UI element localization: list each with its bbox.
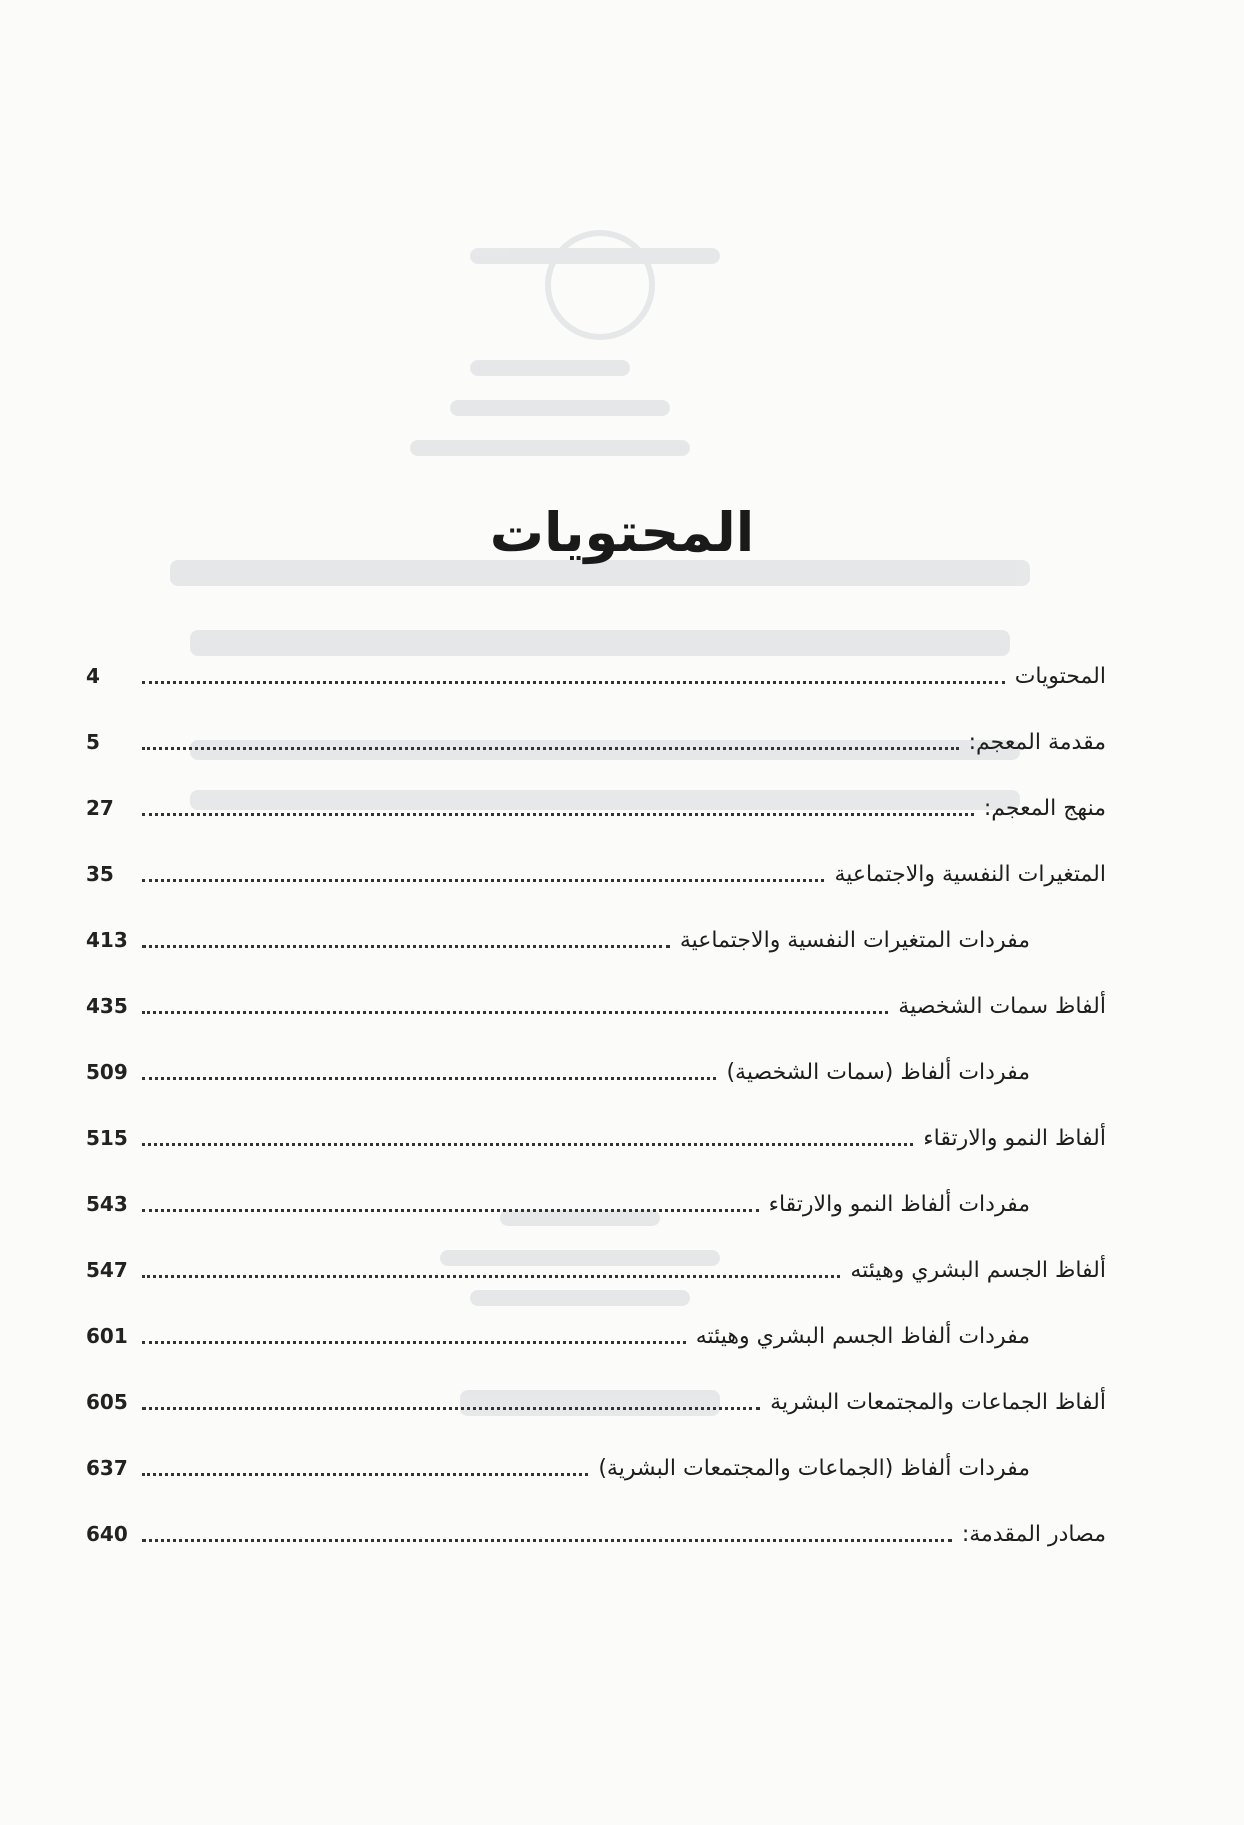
toc-entry-title: مفردات ألفاظ النمو والارتقاء (768, 1191, 1030, 1217)
toc-dot-leader (142, 1539, 952, 1542)
toc-page-number: 543 (86, 1192, 128, 1216)
toc-page-number: 5 (86, 730, 100, 754)
toc-entry (86, 1237, 1106, 1303)
toc-page-number: 413 (86, 928, 128, 952)
toc-entry (86, 973, 1106, 1039)
toc-entry-title: المحتويات (1014, 663, 1106, 689)
toc-entry-title: مفردات المتغيرات النفسية والاجتماعية (679, 927, 1030, 953)
toc-page-number: 515 (86, 1126, 128, 1150)
toc-page-number: 601 (86, 1324, 128, 1348)
toc-entry (86, 1039, 1106, 1105)
toc-dot-leader (142, 1407, 760, 1410)
bleed-line (470, 360, 630, 376)
toc-entry (86, 775, 1106, 841)
toc-entry-title: مصادر المقدمة: (961, 1521, 1106, 1547)
toc-page-number: 35 (86, 862, 114, 886)
toc-dot-leader (142, 813, 974, 816)
toc-entry-title: ألفاظ الجماعات والمجتمعات البشرية (770, 1389, 1106, 1415)
toc-page-number: 640 (86, 1522, 128, 1546)
bleed-line (410, 440, 690, 456)
toc-dot-leader (142, 1143, 913, 1146)
toc-dot-leader (142, 681, 1005, 684)
toc-dot-leader (142, 1341, 686, 1344)
toc-entry (86, 1171, 1106, 1237)
toc-entry-title: المتغيرات النفسية والاجتماعية (834, 861, 1106, 887)
toc-page-number: 4 (86, 664, 100, 688)
toc-entry (86, 709, 1106, 775)
toc-page-number: 509 (86, 1060, 128, 1084)
toc-entry (86, 643, 1106, 709)
toc-entry (86, 1435, 1106, 1501)
toc-entry (86, 907, 1106, 973)
page-title: المحتويات (489, 501, 755, 564)
toc-page-number: 637 (86, 1456, 128, 1480)
bleed-line (470, 248, 720, 264)
table-of-contents (86, 643, 1106, 1567)
toc-dot-leader (142, 1473, 588, 1476)
toc-entry-title: مفردات ألفاظ (الجماعات والمجتمعات البشرية) (598, 1455, 1030, 1481)
toc-entry (86, 1303, 1106, 1369)
toc-page-number: 605 (86, 1390, 128, 1414)
toc-entry-title: ألفاظ سمات الشخصية (898, 993, 1106, 1019)
toc-page-number: 547 (86, 1258, 128, 1282)
toc-entry-title: مفردات ألفاظ الجسم البشري وهيئته (695, 1323, 1030, 1349)
toc-dot-leader (142, 1011, 888, 1014)
toc-entry-title: ألفاظ النمو والارتقاء (923, 1125, 1106, 1151)
toc-entry-title: مقدمة المعجم: (968, 729, 1106, 755)
toc-dot-leader (142, 1209, 759, 1212)
toc-entry (86, 1501, 1106, 1567)
toc-dot-leader (142, 1077, 716, 1080)
toc-page-number: 27 (86, 796, 114, 820)
toc-dot-leader (142, 879, 824, 882)
bleed-line (450, 400, 670, 416)
bleed-seal-decoration (545, 230, 655, 340)
toc-page-number: 435 (86, 994, 128, 1018)
toc-dot-leader (142, 1275, 840, 1278)
toc-entry-title: منهج المعجم: (983, 795, 1106, 821)
toc-entry (86, 841, 1106, 907)
toc-dot-leader (142, 945, 670, 948)
toc-dot-leader (142, 747, 959, 750)
toc-entry-title: ألفاظ الجسم البشري وهيئته (850, 1257, 1106, 1283)
toc-entry-title: مفردات ألفاظ (سمات الشخصية) (726, 1059, 1030, 1085)
toc-entry (86, 1105, 1106, 1171)
toc-entry (86, 1369, 1106, 1435)
